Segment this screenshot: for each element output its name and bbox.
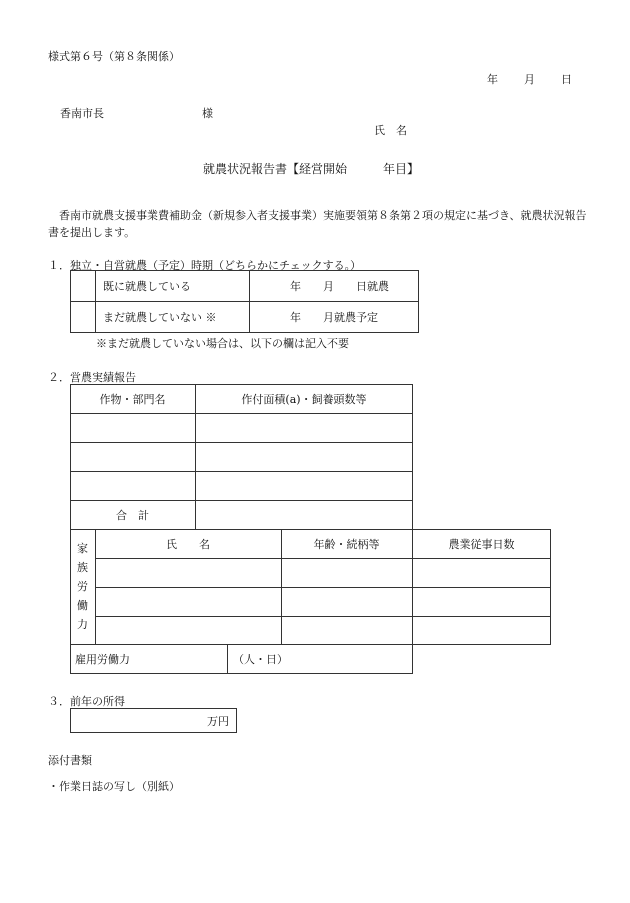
- hired-labor-label: 雇用労働力: [75, 653, 130, 666]
- hired-col-divider: [227, 644, 228, 674]
- family-label-char: 働: [77, 599, 88, 612]
- family-label-char: 力: [77, 618, 88, 631]
- attachments-heading: 添付書類: [48, 754, 92, 767]
- checkbox-already-farming[interactable]: [71, 271, 95, 301]
- checkbox-not-yet-farming[interactable]: [71, 302, 95, 332]
- family-row-divider: [95, 558, 551, 559]
- page-title: 就農状況報告書【経営開始 年目】: [203, 162, 420, 176]
- family-header-name: 氏 名: [166, 537, 210, 551]
- family-label-char: 族: [77, 561, 88, 574]
- family-label-char: 家: [77, 542, 88, 555]
- option-not-yet-label: まだ就農していない ※: [103, 311, 217, 324]
- date-month-label: 月: [524, 73, 535, 86]
- crop-header-area: 作付面積(a)・飼養頭数等: [241, 392, 367, 406]
- option-already-farming-date[interactable]: 年 月 日就農: [290, 280, 389, 293]
- recipient-honorific: 様: [202, 107, 213, 120]
- form-id: 様式第６号（第８条関係）: [48, 50, 180, 63]
- option-not-yet-date[interactable]: 年 月就農予定: [290, 311, 378, 324]
- family-header-days: 農業従事日数: [448, 537, 515, 551]
- attachment-item: ・作業日誌の写し（別紙）: [48, 780, 180, 793]
- family-row-divider: [95, 587, 551, 588]
- crop-header-name: 作物・部門名: [99, 392, 166, 406]
- family-labor-vertical-label: [70, 539, 95, 634]
- recipient-name: 香南市長: [60, 107, 104, 120]
- income-unit: 万円: [207, 714, 229, 728]
- date-year-label: 年: [487, 73, 498, 86]
- family-row-divider: [95, 616, 551, 617]
- section1-note: ※まだ就農していない場合は、以下の欄は記入不要: [96, 337, 349, 350]
- timing-date-divider: [249, 270, 250, 333]
- hired-labor-unit[interactable]: （人・日）: [233, 653, 288, 666]
- crop-row-divider: [70, 471, 413, 472]
- option-already-farming-label: 既に就農している: [103, 280, 191, 293]
- date-day-label: 日: [561, 73, 572, 86]
- family-header-age: 年齢・続柄等: [313, 537, 380, 551]
- section1-heading: １．独立・自営就農（予定）時期（どちらかにチェックする。）: [48, 259, 362, 272]
- crop-row-divider: [70, 413, 413, 414]
- family-label-char: 労: [77, 580, 88, 593]
- section2-heading: ２．営農実績報告: [48, 371, 136, 384]
- intro-paragraph: 香南市就農支援事業費補助金（新規参入者支援事業）実施要領第８条第２項の規定に基づき、就農状況報告書を提出します。: [48, 209, 587, 239]
- timing-check-divider: [95, 270, 96, 333]
- crop-total-label: 合 計: [116, 509, 149, 522]
- crop-row-divider: [70, 442, 413, 443]
- applicant-name-label: 氏 名: [374, 124, 407, 137]
- section3-heading: ３．前年の所得: [48, 695, 125, 708]
